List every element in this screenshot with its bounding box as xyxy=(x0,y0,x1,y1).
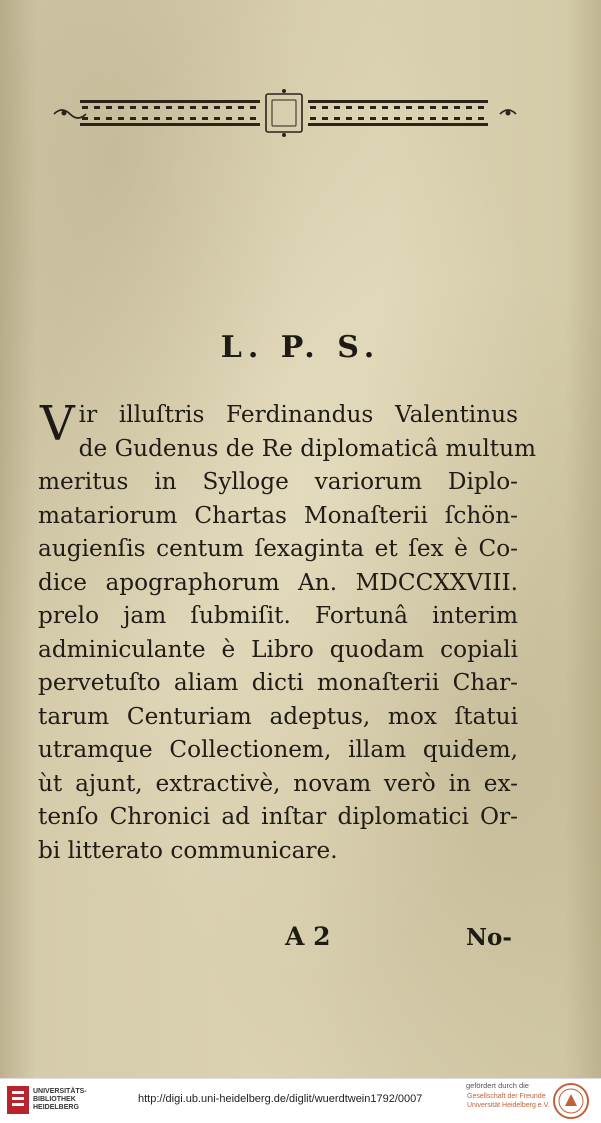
printer-ornament xyxy=(50,88,520,138)
society-name: Gesellschaft der Freunde Universität Heidelberg e.V. xyxy=(467,1093,550,1109)
viewer-footer xyxy=(0,1078,601,1123)
text-line: pervetuſto aliam dicti monaſterii Char- xyxy=(38,669,518,696)
permalink-url[interactable]: http://digi.ub.uni-heidelberg.de/diglit/wuerdtwein1792/0007 xyxy=(138,1093,423,1105)
text-line: tarum Centuriam adeptus, mox ſtatui xyxy=(38,702,518,730)
text-line: matariorum Chartas Monaſterii ſchön- xyxy=(38,501,518,529)
text-line: tenſo Chronici ad inſtar diplomatici Or- xyxy=(38,803,518,830)
university-library-logo-icon xyxy=(6,1085,30,1115)
text-line: ùt ajunt, extractivè, novam verò in ex- xyxy=(38,769,518,797)
catchword: No- xyxy=(466,924,512,951)
library-name: UNIVERSITÄTS- BIBLIOTHEK HEIDELBERG xyxy=(33,1088,87,1111)
text-line: ir illuſtris Ferdinandus Valentinus xyxy=(78,401,518,428)
funded-by-label: gefördert durch die xyxy=(466,1081,529,1090)
text-line: prelo jam ſubmiſit. Fortunâ interim xyxy=(38,602,518,629)
body-paragraph xyxy=(38,396,537,867)
signature-mark: A 2 xyxy=(285,922,331,951)
text-line: adminiculante è Libro quodam copiali xyxy=(38,635,518,663)
text-line: dice apographorum An. MDCCXXVIII. xyxy=(38,568,518,596)
page-heading: L. P. S. xyxy=(220,330,381,365)
university-seal-icon xyxy=(552,1082,590,1120)
text-line: meritus in Sylloge variorum Diplo- xyxy=(38,468,518,495)
text-line: augienſis centum ſexaginta et ſex è Co- xyxy=(38,535,518,562)
text-line: utramque Collectionem, illam quidem, xyxy=(38,736,518,763)
drop-cap: V xyxy=(40,396,75,452)
text-line: bi litterato communicare. xyxy=(38,836,338,864)
text-line: de Gudenus de Re diplomaticâ multum xyxy=(78,434,537,462)
